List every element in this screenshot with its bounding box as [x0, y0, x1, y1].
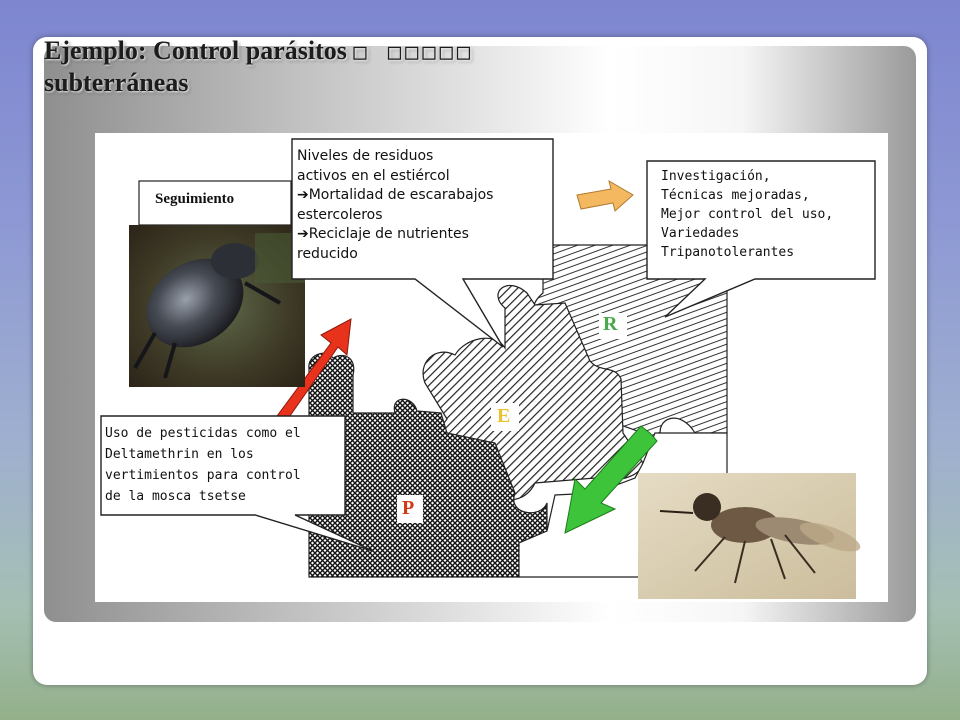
- puzzle-letter-p: P: [402, 497, 415, 519]
- dung-beetle-photo: [129, 225, 305, 387]
- seguimiento-label: Seguimiento: [155, 191, 235, 207]
- left-callout-text: Uso de pesticidas como el Deltamethrin en los vertimientos para control de la mosca tsetse: [105, 426, 301, 504]
- tsetse-fly-photo: [638, 473, 863, 599]
- right-callout-text: Investigación, Técnicas mejoradas, Mejor control del uso, Variedades Tripanotolerantes: [661, 169, 834, 260]
- puzzle-letter-e: E: [497, 405, 511, 427]
- slide-title: [44, 36, 844, 98]
- parasite-control-diagram: [95, 133, 888, 602]
- puzzle-letter-r: R: [603, 313, 618, 335]
- center-callout-text: Niveles de residuos activos en el estiércol ➔Mortalidad de escarabajos estercoleros ➔Reciclaje de nutrientes reducido: [297, 148, 494, 262]
- orange-arrow: [577, 181, 633, 211]
- title-missing-glyphs: □ □□□□□: [353, 40, 475, 65]
- title-line2: subterráneas: [44, 68, 189, 97]
- title-line1: Ejemplo: Control parásitos: [44, 36, 347, 65]
